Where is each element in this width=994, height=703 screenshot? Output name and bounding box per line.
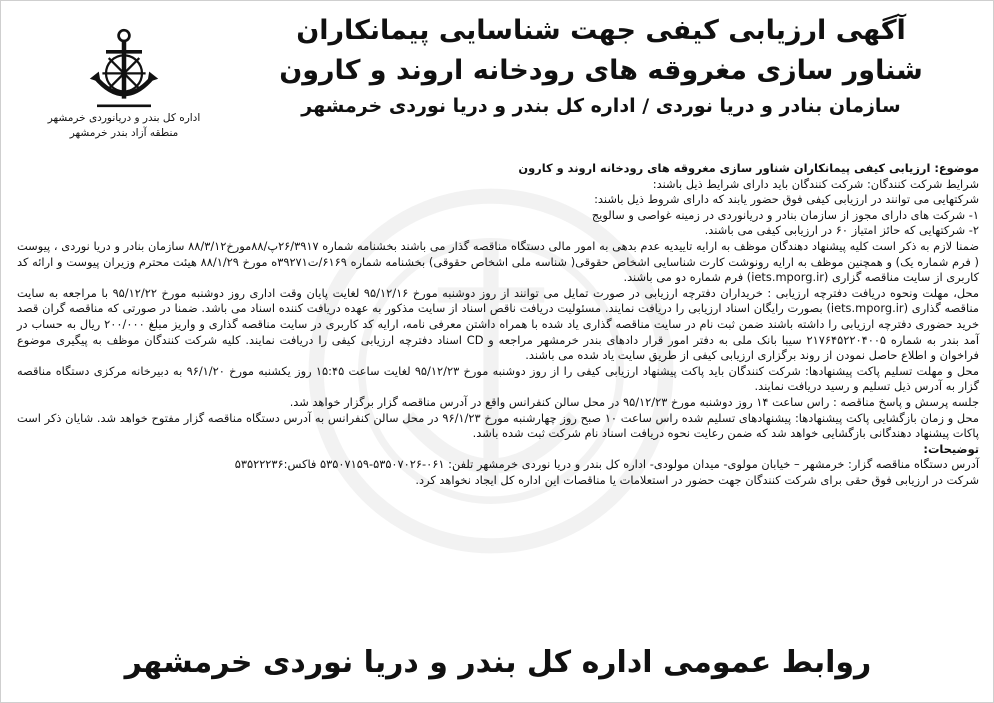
submission-deadline: محل و مهلت تسلیم پاکت پیشنهادها: شرکت کنندگان باید پاکت پیشنهاد ارزیابی کیفی را از روز دوشنبه مورخ ۹۵/۱۲/۲۳ لغایت ساعت ۱۵:۴۵ روز یکشنبه مورخ ۹۶/۱/۲۰ به دبیرخانه مرکزی دستگاه مناقصه گزار به آدرس ذیل تسلیم و رسید دریافت نمایند. — [17, 363, 979, 394]
notice-body — [17, 161, 979, 488]
required-documents: ضمنا لازم به ذکر است کلیه پیشنهاد دهندگان موظف به ارایه تاییدیه عدم بدهی به امور مالی دستگاه مناقصه گذار می باشند بخشنامه شماره ۲۶/۳۹۱۷پ/۸۸مورخ۸۸/۳/۱۲ سازمان بنادر و دریا نوردی ، پیوست ( فرم شماره یک) و همچنین موظف به ارایه رونوشت کارت شناسایی اشخاص حقوقی( شناسه ملی اشخاص حقوقی) بخشنامه شماره ۶۱۶۹/ت۳۹۲۷۱ه مورخ ۸۸/۱/۲۹ هیئت محترم وزیران پیوست و ارائه کد کاربری از سایت مناقصه گزاری (iets.mporg.ir) فرم شماره دو می باشند. — [17, 238, 979, 285]
eligibility-intro: شرکتهایی می توانند در ارزیابی کیفی فوق حضور یابند که دارای شروط ذیل باشند: — [594, 192, 979, 207]
participant-conditions: شرایط شرکت کنندگان: شرکت کنندگان باید دارای شرایط ذیل باشند: — [652, 176, 979, 191]
eligibility-item-1: ۱- شرکت های دارای مجوز از سازمان بنادر و دریانوردی در زمینه غواصی و سالویج — [591, 207, 979, 222]
notice-header — [231, 11, 971, 121]
booklet-receipt-info: محل، مهلت ونحوه دریافت دفترچه ارزیابی : خریداران دفترچه ارزیابی در صورت تمایل می توانند از روز دوشنبه مورخ ۹۵/۱۲/۱۶ لغایت پایان وقت اداری روز دوشنبه مورخ ۹۵/۱۲/۲۲ با مراجعه به سایت مناقصه گذاری (iets.mporg.ir) بصورت رایگان اسناد ارزیابی را دریافت نمایند. مسئولیت دریافت ناقص اسناد از سایت مذکور به عهده دریافت کننده اسناد می باشد. ضمنا در صورتی که مناقصه گران قصد خرید حضوری دفترچه ارزیابی را داشته باشند ضمن ثبت نام در سایت مناقصه گذاری یاد شده با همراه داشتن معرفی نامه، ارایه کد کاربری در سایت مناقصه گذاری و واریز مبلغ ۲۰۰/۰۰۰ ریال به حساب در آمد بندر به شماره ۲۱۷۶۴۵۲۲۰۴۰۰۵ سیبا بانک ملی به دفتر امور قرار دادهای بندر خرمشهر مراجعه و CD اسناد دفترچه ارزیابی کیفی را دریافت نمایند. کلیه شرکت کنندگان موظف به پیگیری موضوع فراخوان و اطلاع حاصل نمودن از روند برگزاری ارزیابی کیفی از طریق سایت یاد شده می باشند. — [17, 285, 980, 363]
organizer-address: آدرس دستگاه مناقصه گزار: خرمشهر – خیابان مولوی- میدان مولودی- اداره کل بندر و دریا نوردی خرمشهر تلفن: ۰۶۱-۵۳۵۰۷۰۲۶-۵۳۵۰۷۱۵۹ فاکس:۵۳۵۲۲۲۳۶ — [234, 457, 979, 472]
public-relations-signature: روابط عمومی اداره کل بندر و دریا نوردی خرمشهر — [124, 645, 872, 680]
issuing-organization: سازمان بنادر و دریا نوردی / اداره کل بندر و دریا نوردی خرمشهر — [301, 95, 901, 117]
anchor-emblem-icon — [79, 23, 169, 113]
notice-title: آگهی ارزیابی کیفی جهت شناسایی پیمانکاران — [296, 15, 906, 46]
notice-subtitle: شناور سازی مغروقه های رودخانه اروند و کارون — [279, 55, 923, 86]
eligibility-item-2: ۲- شرکتهایی که حائز امتیاز ۶۰ در ارزیابی کیفی می باشند. — [704, 223, 979, 238]
opening-session: محل و زمان بازگشایی پاکت پیشنهادها: پیشنهادهای تسلیم شده راس ساعت ۱۰ صبح روز چهارشنبه مورخ ۹۶/۱/۲۳ در محل سالن کنفرانس به آدرس دستگاه مناقصه گزار مفتوح خواهد شد. شایان ذکر است پاکات پیشنهاد دهندگانی بازگشایی خواهد شد که ضمن رعایت نحوه دریافت اسناد نام شرکت ثبت شده باشد. — [17, 410, 979, 441]
logo-caption-line1: اداره کل بندر و دریانوردی خرمشهر — [47, 112, 201, 124]
subject-line: موضوع: ارزیابی کیفی پیمانکاران شناور سازی مغروقه های رودخانه اروند و کارون — [518, 161, 979, 175]
logo-caption-line2: منطقه آزاد بندر خرمشهر — [69, 127, 179, 139]
logo-caption — [29, 111, 219, 141]
qa-session: جلسه پرسش و پاسخ مناقصه : راس ساعت ۱۴ روز دوشنبه مورخ ۹۵/۱۲/۲۳ در محل سالن کنفرانس واقع در آدرس مناقصه گزار برگزار خواهد شد. — [289, 394, 979, 409]
disclaimer: شرکت در ارزیابی فوق حقی برای شرکت کنندگان جهت حضور در استعلامات یا مناقصات این اداره کل ایجاد نخواهد کرد. — [415, 472, 979, 487]
notes-heading: توضیحات: — [923, 441, 979, 456]
